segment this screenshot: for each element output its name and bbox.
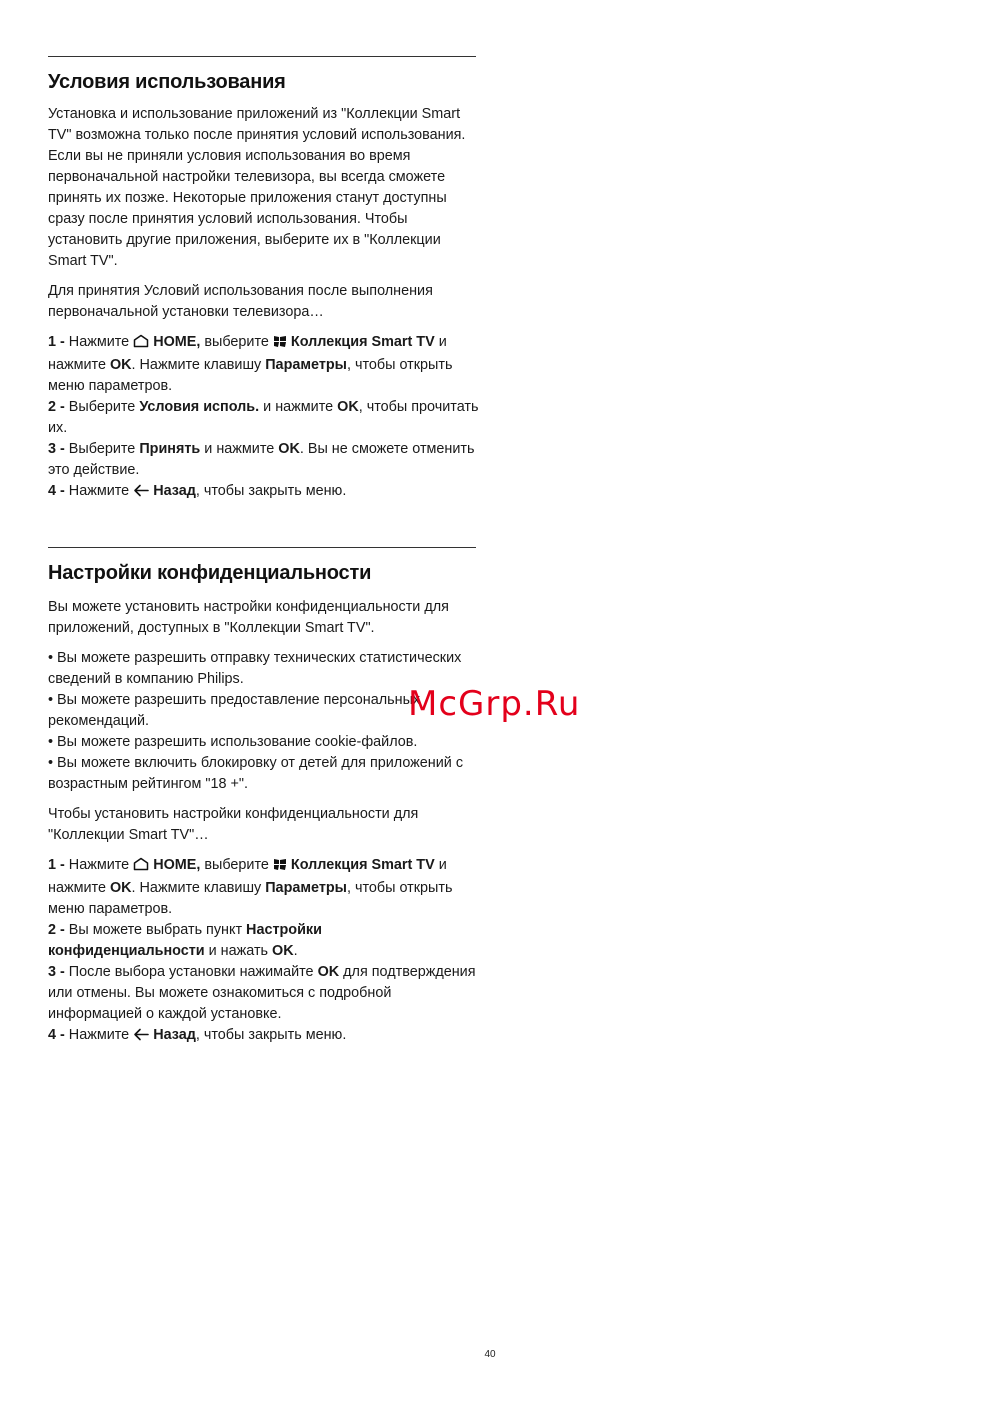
lead-paragraph: Чтобы установить настройки конфиденциальности для "Коллекции Smart TV"…	[48, 806, 419, 843]
intro-paragraph: Установка и использование приложений из "Коллекции Smart TV" возможна только после принятия условий использования. Если вы не приняли условия использования во время первоначальной настройки телевизора, вы всегда сможете принять их позже. Некоторые приложения станут доступны сразу после принятия условий использования. Чтобы установить другие приложения, выберите их в "Коллекции Smart TV".	[48, 106, 466, 269]
home-icon	[133, 857, 149, 878]
bullet-item: • Вы можете включить блокировку от детей для приложений с возрастным рейтингом "18 +".	[48, 755, 464, 792]
bullet-item: • Вы можете разрешить предоставление персональных рекомендаций.	[48, 692, 421, 729]
home-icon	[133, 334, 149, 355]
step-3: 3 - Выберите Принять и нажмите OK. Вы не сможете отменить это действие.	[48, 441, 475, 478]
step-2: 2 - Вы можете выбрать пункт Настройки конфиденциальности и нажать OK.	[48, 922, 322, 959]
section-divider	[48, 547, 476, 548]
step-1: 1 - Нажмите HOME, выберите Коллекция Smart TV и нажмите OK. Нажмите клавишу Параметры, чтобы открыть меню параметров.	[48, 334, 453, 394]
collection-icon	[273, 857, 287, 878]
step-1: 1 - Нажмите HOME, выберите Коллекция Smart TV и нажмите OK. Нажмите клавишу Параметры, чтобы открыть меню параметров.	[48, 857, 453, 917]
section-terms-of-use	[48, 56, 480, 504]
collection-icon	[273, 334, 287, 355]
step-2: 2 - Выберите Условия исполь. и нажмите OK, чтобы прочитать их.	[48, 399, 479, 436]
section-divider	[48, 56, 476, 57]
page-number: 40	[484, 1349, 496, 1360]
section-title: Условия использования	[48, 71, 286, 93]
section-privacy-settings	[48, 547, 480, 1048]
section-title: Настройки конфиденциальности	[48, 562, 372, 584]
bullet-item: • Вы можете разрешить отправку технических статистических сведений в компанию Philips.	[48, 650, 462, 687]
back-arrow-icon	[133, 1027, 149, 1048]
bullet-item: • Вы можете разрешить использование cookie-файлов.	[48, 734, 418, 750]
lead-paragraph: Для принятия Условий использования после выполнения первоначальной установки телевизора…	[48, 283, 433, 320]
intro-paragraph: Вы можете установить настройки конфиденциальности для приложений, доступных в "Коллекции Smart TV".	[48, 599, 449, 636]
step-3: 3 - После выбора установки нажимайте OK для подтверждения или отмены. Вы можете ознакомиться с подробной информацией о каждой установке.	[48, 964, 476, 1022]
step-4: 4 - Нажмите Назад, чтобы закрыть меню.	[48, 1025, 480, 1048]
watermark: McGrp.Ru	[408, 684, 581, 724]
step-4: 4 - Нажмите Назад, чтобы закрыть меню.	[48, 481, 480, 504]
back-arrow-icon	[133, 483, 149, 504]
